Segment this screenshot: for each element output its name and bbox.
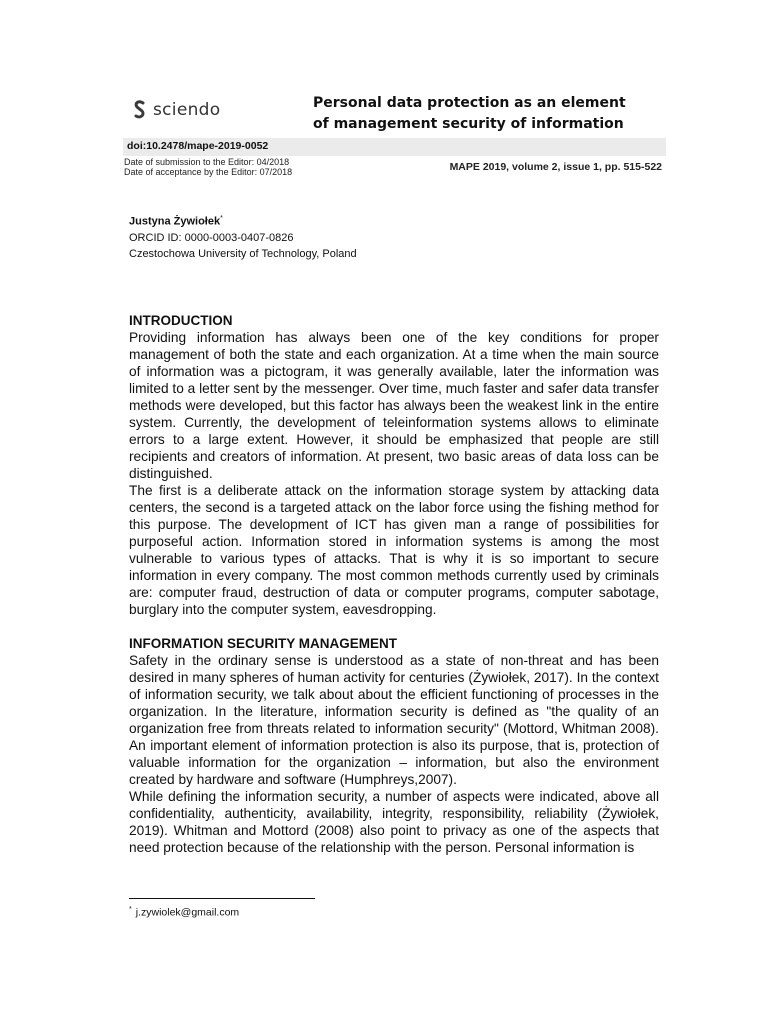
doi: doi:10.2478/mape-2019-0052 [127,140,269,152]
paragraph: While defining the information security, a number of aspects were indicated, above all confidentiality, authenticity, availability, integrity, responsibility, reliability (Żywiołek, 2019). Whitman and Mottord (2008) also point to privacy as one of the aspects that need protection because of the relationship with the person. Personal information is [129,789,659,855]
paper-title [313,93,643,135]
section-heading-introduction: INTRODUCTION [129,313,233,328]
footnote-email-link[interactable]: j.zywiolek@gmail.com [135,906,240,919]
author-marker: * [220,215,223,222]
author-name: Justyna Żywiołek [129,215,221,228]
paper-body [129,312,659,856]
sciendo-logo-icon [133,100,146,120]
publisher-logo [133,100,220,120]
section-heading-information-security-management: INFORMATION SECURITY MANAGEMENT [129,636,397,651]
author-affiliation: Czestochowa University of Technology, Poland [129,247,357,260]
logo-text: sciendo [153,100,221,120]
submission-dates [124,157,292,177]
section-gap [129,618,659,635]
paragraph: The first is a deliberate attack on the information storage system by attacking data centers, the second is a targeted attack on the labor force using the fishing method for this purpose. The development of ICT has given man a range of possibilities for purposeful action. Information stored in information systems is among the most vulnerable to various types of attacks. That is why it is so important to secure information in every company. The most common methods currently used by criminals are: computer fraud, destruction of data or computer programs, computer sabotage, burglary into the computer system, eavesdropping. [129,483,659,617]
footnote-marker: * [129,906,132,913]
journal-citation: MAPE 2019, volume 2, issue 1, pp. 515-522 [449,161,662,173]
author-name-line [129,211,357,230]
acceptance-date: Date of acceptance by the Editor: 07/2018 [124,167,293,177]
paragraph: Providing information has always been one of the key conditions for proper management of both the state and each organization. At a time when the main source of information was a pictogram, it was generally available, later the information was limited to a letter sent by the messenger. Over time, much faster and safer data transfer methods were developed, but this factor has always been the weakest link in the entire system. Currently, the development of teleinformation systems allows to eliminate errors to a large extent. However, it should be emphasized that people are still recipients and creators of information. At present, two basic areas of data loss can be distinguished. [129,330,659,481]
title-line-1: Personal data protection as an element [313,95,626,111]
title-line-2: of management security of information [313,116,624,132]
footnote [129,906,239,919]
submission-date: Date of submission to the Editor: 04/2018 [124,157,290,167]
footnote-rule [129,898,315,899]
author-orcid: ORCID ID: 0000-0003-0407-0826 [129,231,294,244]
author-block [129,211,357,262]
paragraph: Safety in the ordinary sense is understood as a state of non-threat and has been desired in many spheres of human activity for centuries (Żywiołek, 2017). In the context of information security, we talk about about the efficient functioning of processes in the organization. In the literature, information security is defined as "the quality of an organization free from threats related to information security" (Mottord, Whitman 2008). An important element of information protection is also its purpose, that is, protection of valuable information for the organization – information, but also the environment created by hardware and software (Humphreys,2007). [129,653,659,787]
